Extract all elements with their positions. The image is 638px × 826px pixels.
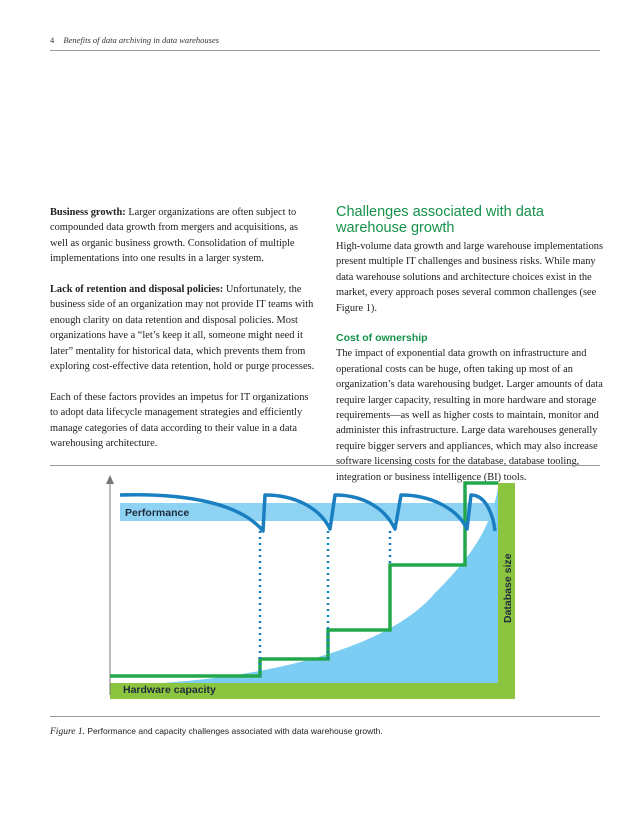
performance-label: Performance (125, 507, 190, 519)
lead-business-growth: Business growth: (50, 207, 126, 218)
y-axis-arrow (106, 475, 114, 484)
hardware-capacity-label: Hardware capacity (123, 684, 216, 696)
figure-label: Figure 1. (50, 727, 86, 737)
figure-top-rule (50, 465, 600, 466)
section-heading: Challenges associated with data warehouse growth (336, 204, 544, 236)
caption-text: Performance and capacity challenges associated with data warehouse growth. (85, 726, 383, 736)
paragraph-challenges: High-volume data growth and large warehouse implementations present multiple IT challenges and business risks. While many data warehouse solutions and architecture choices exist in the market, every approach poses several common challenges (see Figure 1). (336, 241, 604, 314)
right-column (336, 204, 604, 500)
paragraph-business-growth (50, 205, 316, 267)
left-column (50, 205, 316, 467)
performance-capacity-figure (95, 473, 525, 703)
database-size-label: Database size (502, 553, 514, 623)
text-retention: Unfortunately, the business side of an organization may not provide IT teams with enough clarity on data retention and disposal policies. Most organizations have a “let’s keep it all, someone might need it later” mentality for historical data, which prevents them from exploring cost-effective data retention, hold or purge processes. (50, 284, 315, 373)
header-rule (50, 50, 600, 51)
paragraph-factors: Each of these factors provides an impetus for IT organizations to adopt data lifecycle management strategies and efficiently manage categories of data according to their value in a data warehousing architecture. (50, 391, 309, 450)
figure-caption (50, 726, 383, 737)
text-business-growth: Larger organizations are often subject to compounded data growth from mergers and acquisitions, as well as organic business growth. Consolidation of multiple implementations into one results in a larger system. (50, 207, 298, 265)
paragraph-cost: The impact of exponential data growth on infrastructure and operational costs can be huge, often taking up most of an organization’s data warehousing budget. Larger amounts of data require larger capacity, resulting in more hardware and storage requirements—as well as higher costs to maintain, monitor and administer this infrastructure. Large data warehouses generally require bigger servers and appliances, which may also increase software licensing costs for the database, database tooling, integration or business intelligence (BI) tools. (336, 348, 603, 483)
paragraph-retention (50, 282, 316, 374)
running-title: Benefits of data archiving in data warehouses (63, 35, 220, 45)
page-number: 4 (50, 35, 55, 45)
figure-bottom-rule (50, 716, 600, 717)
lead-retention: Lack of retention and disposal policies: (50, 284, 224, 296)
subheading-cost-of-ownership: Cost of ownership (336, 332, 428, 345)
running-header (50, 35, 600, 45)
